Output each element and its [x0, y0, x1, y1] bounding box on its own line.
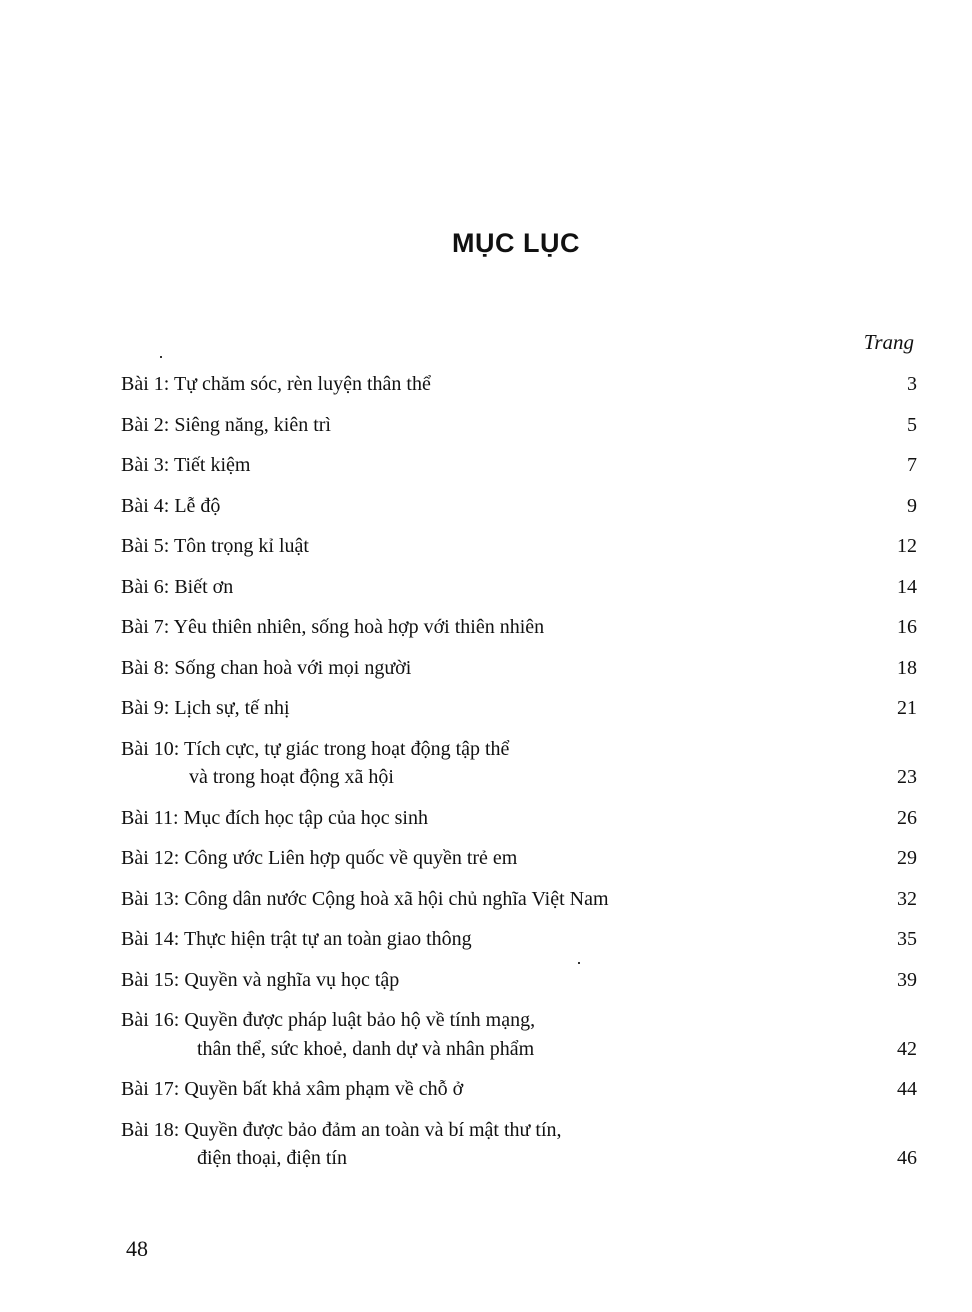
toc-entry — [121, 532, 917, 561]
toc-entry-page: 39 — [897, 968, 917, 991]
toc-entry-title: Bài 13: Công dân nước Cộng hoà xã hội chủ nghĩa Việt Nam — [121, 887, 609, 910]
toc-entry-title: Bài 14: Thực hiện trật tự an toàn giao thông — [121, 928, 472, 950]
scan-speck — [160, 356, 162, 358]
toc-entry-page: 23 — [897, 766, 917, 788]
table-of-contents — [121, 370, 917, 1185]
toc-entry — [121, 370, 917, 399]
toc-entry-page: 5 — [907, 413, 917, 436]
toc-entry-page: 16 — [897, 616, 917, 638]
toc-entry-page: 26 — [897, 806, 917, 829]
toc-entry-title: Bài 1: Tự chăm sóc, rèn luyện thân thể — [121, 373, 431, 395]
toc-entry — [121, 573, 917, 602]
toc-entry-title: Bài 5: Tôn trọng kỉ luật — [121, 535, 309, 557]
toc-entry-title: Bài 3: Tiết kiệm — [121, 454, 251, 476]
toc-entry — [121, 411, 917, 440]
page-column-header: Trang — [863, 330, 914, 354]
toc-entry-page: 42 — [897, 1037, 917, 1060]
toc-entry-page: 29 — [897, 847, 917, 869]
toc-entry-title: Bài 11: Mục đích học tập của học sinh — [121, 806, 428, 829]
toc-entry — [121, 1075, 917, 1104]
toc-entry — [121, 1116, 917, 1173]
toc-entry-page: 9 — [907, 494, 917, 517]
toc-entry-title-continuation: và trong hoạt động xã hội — [189, 766, 394, 788]
toc-entry-page: 21 — [897, 697, 917, 719]
toc-entry — [121, 1006, 917, 1063]
toc-entry-title: Bài 17: Quyền bất khả xâm phạm về chỗ ở — [121, 1078, 464, 1100]
toc-entry — [121, 694, 917, 723]
toc-entry-title: Bài 16: Quyền được pháp luật bảo hộ về tính mạng, — [121, 1009, 536, 1031]
page-number: 48 — [126, 1236, 148, 1261]
toc-entry — [121, 966, 917, 995]
toc-entry-title-continuation: điện thoại, điện tín — [197, 1147, 347, 1169]
toc-entry-page: 7 — [907, 454, 917, 476]
toc-entry — [121, 654, 917, 683]
toc-entry-title-continuation: thân thể, sức khoẻ, danh dự và nhân phẩm — [197, 1037, 535, 1060]
toc-entry — [121, 804, 917, 833]
toc-entry-title: Bài 9: Lịch sự, tế nhị — [121, 697, 290, 719]
toc-entry — [121, 885, 917, 914]
toc-entry-title: Bài 10: Tích cực, tự giác trong hoạt động tập thể — [121, 737, 510, 760]
toc-entry — [121, 735, 917, 792]
toc-entry-title: Bài 15: Quyền và nghĩa vụ học tập — [121, 968, 400, 991]
toc-entry-page: 35 — [897, 928, 917, 950]
toc-entry-title: Bài 7: Yêu thiên nhiên, sống hoà hợp với thiên nhiên — [121, 616, 545, 638]
toc-entry — [121, 492, 917, 521]
toc-entry-page: 46 — [897, 1147, 917, 1169]
toc-entry-page: 12 — [897, 535, 917, 557]
toc-entry-title: Bài 2: Siêng năng, kiên trì — [121, 413, 331, 436]
toc-entry — [121, 613, 917, 642]
toc-entry-title: Bài 6: Biết ơn — [121, 575, 234, 598]
toc-entry-title: Bài 4: Lễ độ — [121, 494, 221, 517]
toc-entry-page: 18 — [897, 656, 917, 679]
toc-entry-page: 3 — [907, 373, 917, 395]
toc-entry-title: Bài 18: Quyền được bảo đảm an toàn và bí mật thư tín, — [121, 1118, 562, 1141]
page-title: MỤC LỤC — [452, 228, 580, 258]
toc-entry — [121, 844, 917, 873]
toc-entry-page: 32 — [897, 887, 917, 910]
toc-entry-title: Bài 12: Công ước Liên hợp quốc về quyền trẻ em — [121, 847, 518, 869]
toc-entry-page: 44 — [897, 1078, 917, 1100]
toc-entry-page: 14 — [897, 575, 917, 598]
toc-entry — [121, 925, 917, 954]
toc-entry-title: Bài 8: Sống chan hoà với mọi người — [121, 656, 412, 679]
toc-entry — [121, 451, 917, 480]
